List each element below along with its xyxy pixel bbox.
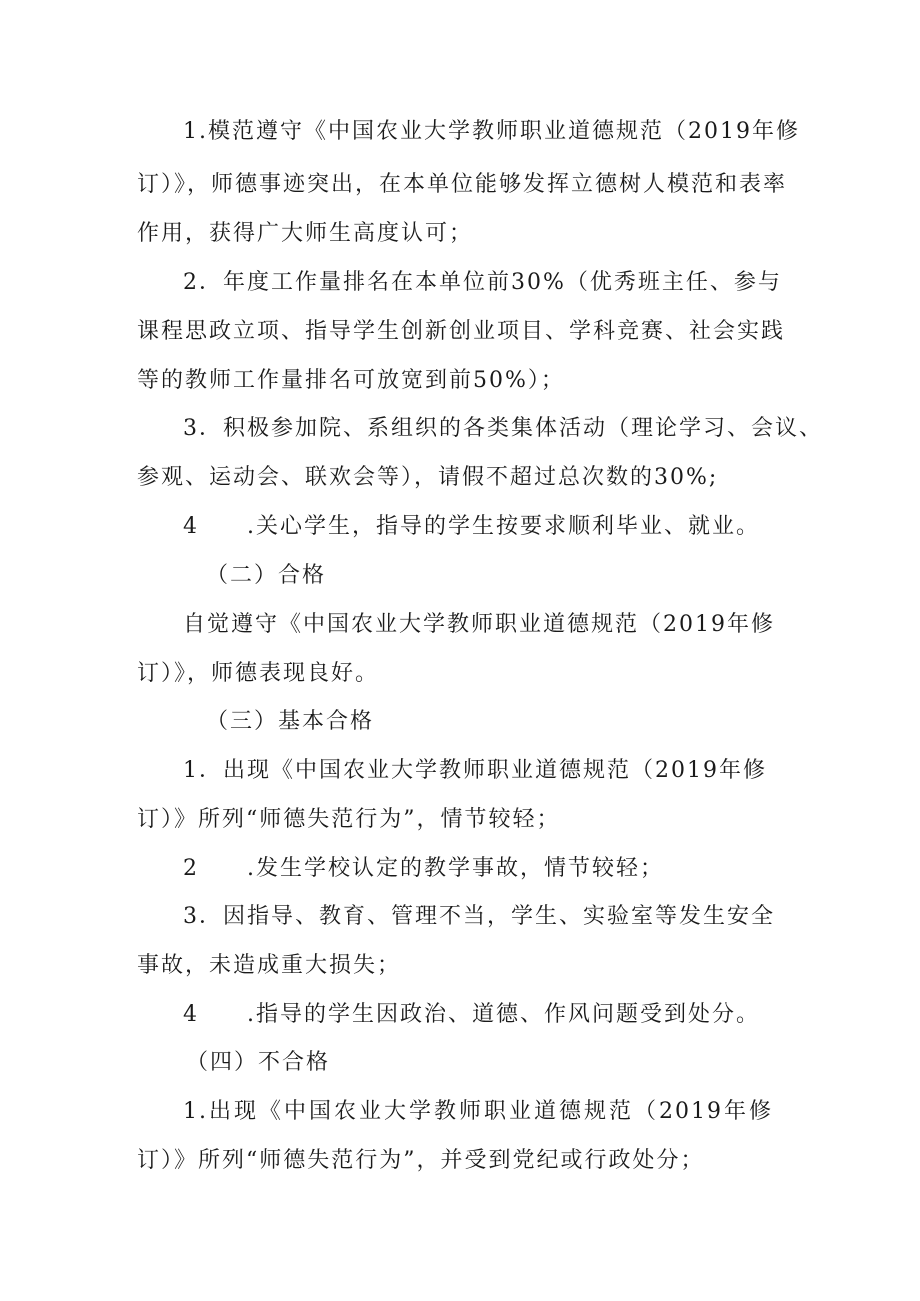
basic-item-2-line-1: 2 .发生学校认定的教学事故，情节较轻；	[183, 856, 664, 881]
item-4-line-1: 4 .关心学生，指导的学生按要求顺利毕业、就业。	[183, 514, 760, 539]
item-3-line-2: 参观、运动会、联欢会等），请假不超过总次数的30%;	[137, 465, 719, 490]
unqualified-item-1-line-1: 1.出现《中国农业大学教师职业道德规范（2019年修	[183, 1099, 773, 1124]
item-3-line-1: 3．积极参加院、系组织的各类集体活动（理论学习、会议、	[183, 416, 823, 441]
qualified-line-2: 订）》，师德表现良好。	[137, 661, 380, 686]
item-2-line-3: 等的教师工作量排名可放宽到前50%）；	[137, 368, 565, 393]
heading-qualified: （二）合格	[206, 563, 327, 588]
basic-item-3-line-1: 3．因指导、教育、管理不当，学生、实验室等发生安全	[183, 904, 775, 929]
item-1-line-3: 作用，获得广大师生高度认可；	[137, 221, 474, 246]
item-1-line-1: 1.模范遵守《中国农业大学教师职业道德规范（2019年修	[183, 119, 800, 144]
heading-basic-qualified: （三）基本合格	[206, 709, 375, 734]
basic-item-1-line-2: 订）》所列“师德失范行为”，情节较轻；	[137, 807, 561, 832]
unqualified-item-1-line-2: 订）》所列“师德失范行为”，并受到党纪或行政处分；	[137, 1148, 705, 1173]
basic-item-4-line-1: 4 .指导的学生因政治、道德、作风问题受到处分。	[183, 1002, 760, 1027]
basic-item-3-line-2: 事故，未造成重大损失；	[137, 953, 402, 978]
item-1-line-2: 订）》，师德事迹突出，在本单位能够发挥立德树人模范和表率	[137, 172, 788, 197]
basic-item-1-line-1: 1．出现《中国农业大学教师职业道德规范（2019年修	[183, 758, 767, 783]
qualified-line-1: 自觉遵守《中国农业大学教师职业道德规范（2019年修	[183, 612, 775, 637]
item-2-line-2: 课程思政立项、指导学生创新创业项目、学科竞赛、社会实践	[137, 319, 786, 344]
heading-unqualified: （四）不合格	[186, 1050, 331, 1075]
item-2-line-1: 2．年度工作量排名在本单位前30%（优秀班主任、参与	[183, 270, 782, 295]
